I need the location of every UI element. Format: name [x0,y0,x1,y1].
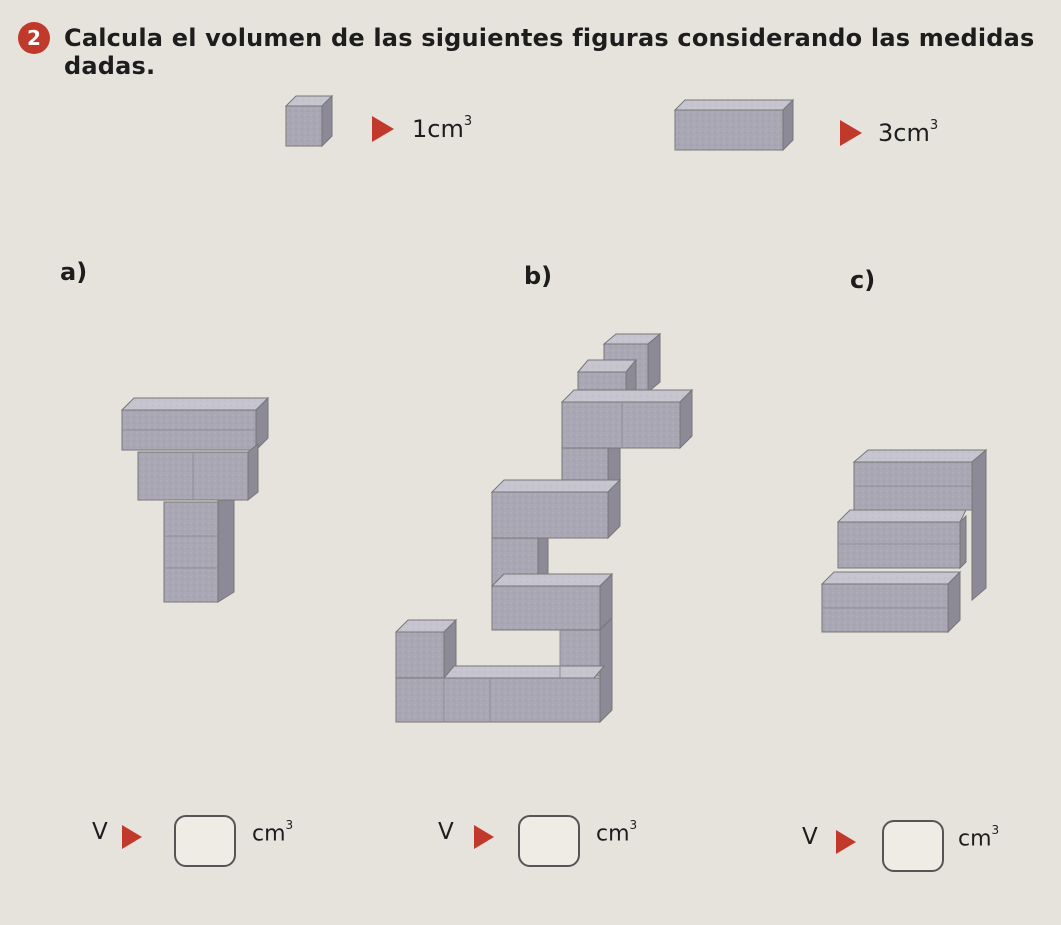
figure-c-staircase [820,448,995,634]
arrow-right-icon [836,830,856,854]
item-letter-b: b) [524,262,553,290]
arrow-right-icon [474,825,494,849]
single-cube-icon [286,96,336,148]
volume-label: V [92,819,108,845]
three-cube-block-icon [675,100,795,152]
answer-unit: $cm^3$ [252,818,294,847]
answer-unit: $cm^3$ [958,823,1000,852]
legend-unit-1: $1cm^3$ [412,114,473,143]
answer-unit: $cm^3$ [596,818,638,847]
item-letter-a: a) [60,258,88,286]
legend-unit-2: $3cm^3$ [878,118,939,147]
arrow-right-icon [840,120,862,146]
exercise-instruction: Calcula el volumen de las siguientes figuras considerando las medidas dadas. [64,24,1035,80]
answer-input-box[interactable] [174,815,236,867]
arrow-right-icon [372,116,394,142]
exercise-number-badge: 2 [18,22,50,54]
answer-row-c [802,820,1042,870]
answer-row-b [438,815,668,865]
volume-label: V [802,824,818,850]
arrow-right-icon [122,825,142,849]
item-letter-c: c) [850,266,876,294]
figure-b-block-structure [390,332,700,724]
volume-label: V [438,819,454,845]
answer-input-box[interactable] [518,815,580,867]
answer-row-a [92,815,322,865]
answer-input-box[interactable] [882,820,944,872]
figure-a-block-stack [118,396,278,606]
